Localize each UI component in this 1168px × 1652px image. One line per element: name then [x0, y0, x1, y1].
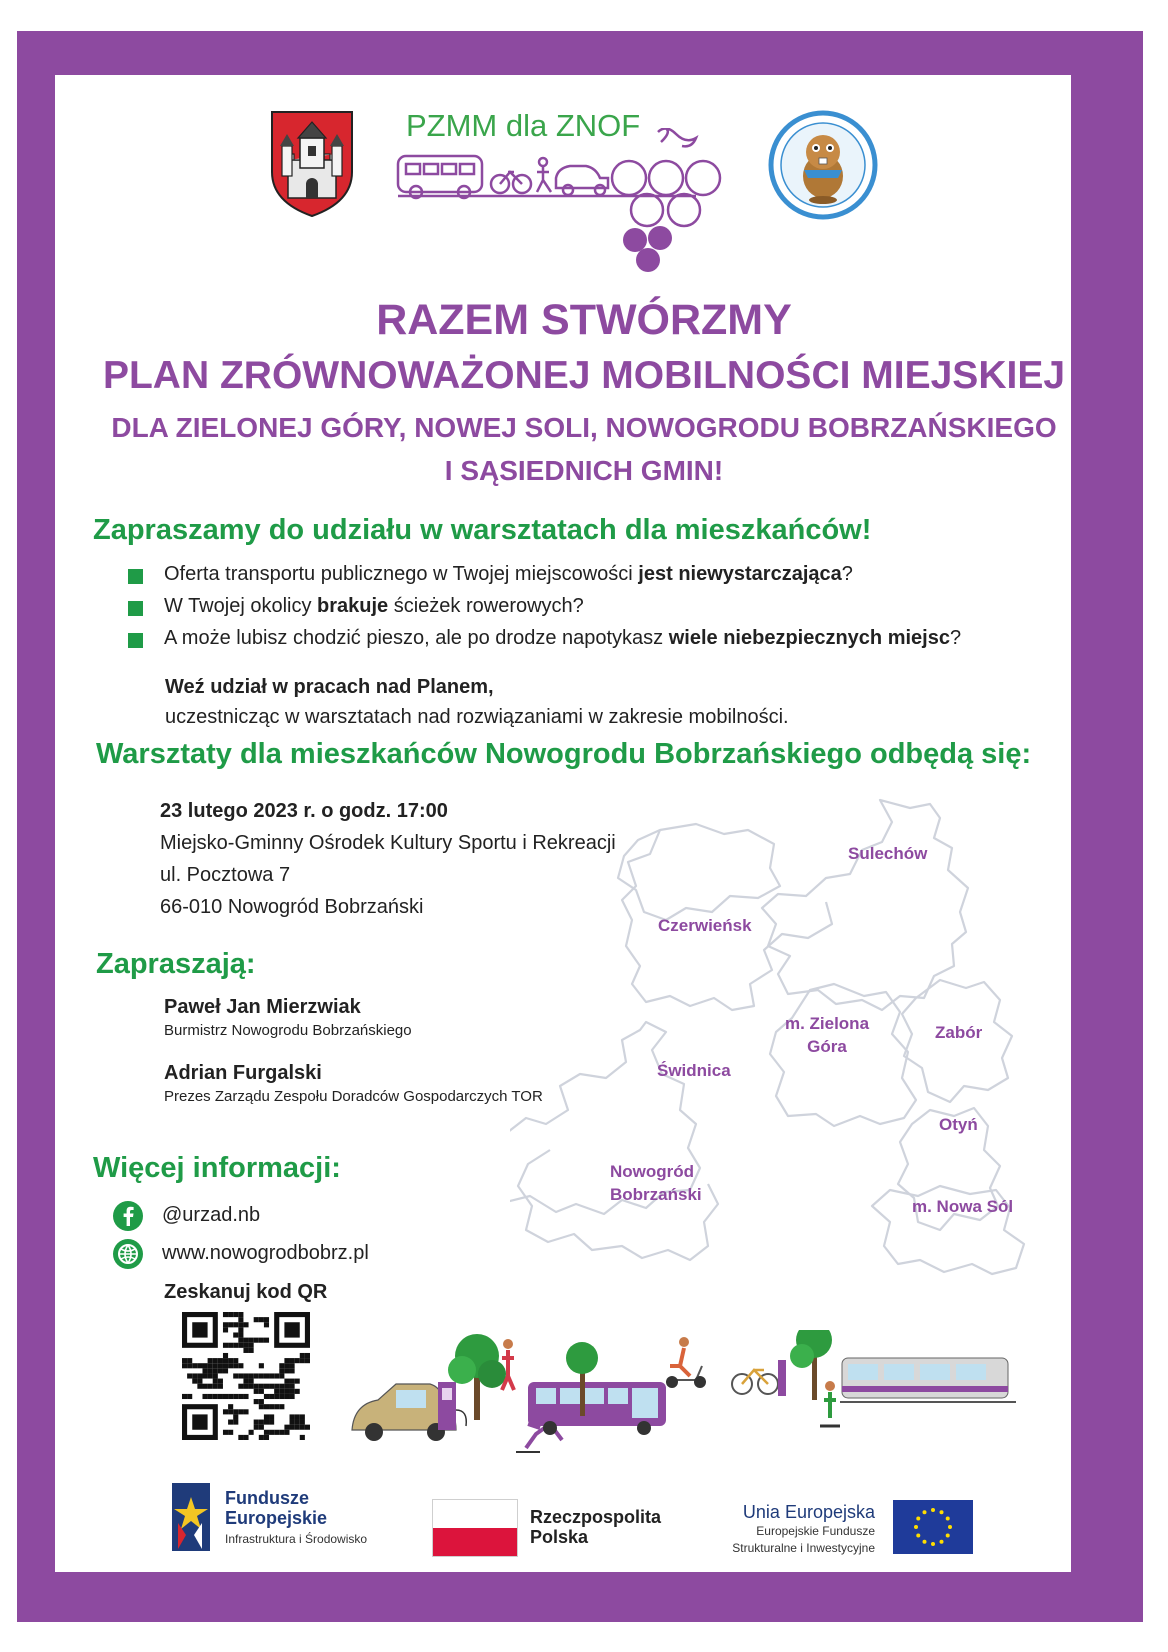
eu-star-icon	[916, 1534, 920, 1538]
facebook-icon	[112, 1200, 144, 1232]
eu-star-icon	[923, 1510, 927, 1514]
workshop-city: 66-010 Nowogród Bobrzański	[160, 896, 424, 918]
eu-star-icon	[940, 1540, 944, 1544]
question-list	[128, 563, 1028, 659]
headline-line-2: PLAN ZRÓWNOWAŻONEJ MOBILNOŚCI MIEJSKIEJ	[102, 354, 1066, 397]
globe-icon	[112, 1238, 144, 1270]
eu-star-icon	[940, 1510, 944, 1514]
beaver-mascot-badge-icon	[768, 110, 878, 220]
polish-flag-icon	[432, 1499, 518, 1557]
list-item: A może lubisz chodzić pieszo, ale po drodze napotykasz wiele niebezpiecznych miejsc?	[128, 627, 1028, 659]
eu-line-3: Strukturalne i Inwestycyjne	[732, 1541, 875, 1555]
eu-star-icon	[916, 1517, 920, 1521]
workshop-venue: Miejsko-Gminny Ośrodek Kultury Sportu i Rekreacji	[160, 832, 616, 854]
map-label-nowa-sol: m. Nowa Sól	[912, 1197, 1014, 1216]
invite-heading: Zapraszamy do udziału w warsztatach dla mieszkańców!	[93, 514, 872, 546]
european-funds-text	[225, 1488, 367, 1546]
eu-flag-icon	[893, 1500, 973, 1554]
pzmm-logo-title: PZMM dla ZNOF	[406, 108, 641, 143]
map-label-sulechow: Sulechów	[848, 844, 928, 863]
map-label-otyn: Otyń	[939, 1115, 978, 1134]
map-label-zielona-gora: m. Zielona Góra	[784, 1014, 870, 1056]
workshop-date: 23 lutego 2023 r. o godz. 17:00	[160, 800, 448, 822]
bullet-square-icon	[128, 633, 143, 648]
headline-line-3: DLA ZIELONEJ GÓRY, NOWEJ SOLI, NOWOGRODU BOBRZAŃSKIEGO	[111, 412, 1057, 443]
map-label-zabor: Zabór	[935, 1023, 983, 1042]
host-role: Prezes Zarządu Zespołu Doradców Gospodarczych TOR	[164, 1088, 543, 1105]
workshop-street: ul. Pocztowa 7	[160, 864, 291, 886]
list-item: Oferta transportu publicznego w Twojej miejscowości jest niewystarczająca?	[128, 563, 1028, 595]
european-funds-logo-icon	[172, 1483, 210, 1551]
eu-star-icon	[946, 1517, 950, 1521]
host-person	[164, 996, 412, 1039]
bullet-square-icon	[128, 601, 143, 616]
coat-of-arms-icon	[270, 110, 354, 218]
eu-line-1: Unia Europejska	[742, 1502, 875, 1522]
eu-line-2: Europejskie Fundusze	[756, 1524, 875, 1538]
map-label-czerwiensk: Czerwieńsk	[658, 916, 752, 935]
list-item: W Twojej okolicy brakuje ścieżek rowerowych?	[128, 595, 1028, 627]
fe-line-3: Infrastruktura i Środowisko	[225, 1532, 368, 1546]
headline-line-4: I SĄSIEDNICH GMIN!	[444, 455, 724, 486]
hosts-heading: Zapraszają:	[96, 948, 256, 980]
eu-star-icon	[914, 1525, 918, 1529]
host-name: Adrian Furgalski	[164, 1062, 322, 1084]
transport-illustration	[350, 1330, 1060, 1460]
workshop-heading: Warsztaty dla mieszkańców Nowogrodu Bobrzańskiego odbędą się:	[96, 738, 1032, 770]
region-map	[510, 790, 1070, 1330]
participation-note-text: uczestnicząc w warsztatach nad rozwiązaniami w zakresie mobilności.	[165, 706, 789, 728]
transport-grape-icon	[396, 128, 756, 290]
website-link[interactable]: www.nowogrodbobrz.pl	[162, 1242, 369, 1264]
participation-note	[165, 672, 789, 732]
eu-star-icon	[946, 1534, 950, 1538]
fe-line-1: Fundusze	[225, 1488, 309, 1508]
qr-label: Zeskanuj kod QR	[164, 1281, 328, 1303]
pl-line-2: Polska	[530, 1527, 589, 1547]
eu-star-icon	[931, 1542, 935, 1546]
pl-line-1: Rzeczpospolita	[530, 1507, 662, 1527]
participation-note-bold: Weź udział w pracach nad Planem,	[165, 676, 494, 698]
headline-line-1: RAZEM STWÓRZMY	[376, 296, 792, 344]
bullet-square-icon	[128, 569, 143, 584]
european-union-text	[705, 1502, 875, 1556]
host-role: Burmistrz Nowogrodu Bobrzańskiego	[164, 1022, 412, 1039]
eu-star-icon	[931, 1508, 935, 1512]
facebook-handle[interactable]: @urzad.nb	[162, 1204, 261, 1226]
map-label-nowogrod-bobrzanski: Nowogród Bobrzański	[610, 1162, 702, 1204]
host-person	[164, 1062, 543, 1105]
qr-code[interactable]	[182, 1312, 310, 1440]
fe-line-2: Europejskie	[225, 1508, 328, 1528]
more-info-heading: Więcej informacji:	[93, 1152, 341, 1184]
eu-star-icon	[948, 1525, 952, 1529]
map-label-swidnica: Świdnica	[657, 1061, 731, 1080]
host-name: Paweł Jan Mierzwiak	[164, 996, 361, 1018]
eu-star-icon	[923, 1540, 927, 1544]
polish-republic-text	[530, 1507, 661, 1547]
